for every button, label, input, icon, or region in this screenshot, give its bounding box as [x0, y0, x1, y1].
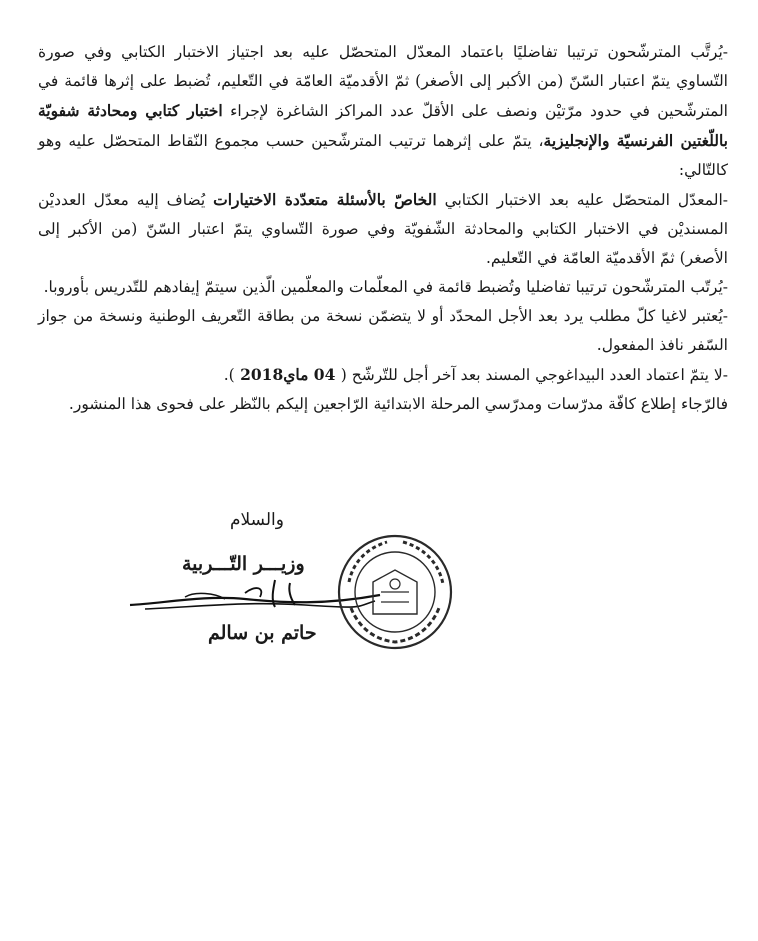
official-seal-icon [335, 532, 455, 652]
paragraph-text: يُضاف إليه معدّل العدديْن المسنديْن في الاختبار الكتابي والمحادثة الشّفويّة وفي صورة التّساوي يتمّ اعتبار السّنّ (من الأكبر إلى الأصغر) ثمّ الأقدميّة العامّة في التّعليم. [38, 191, 728, 267]
paragraph-average-score [38, 185, 728, 273]
paragraph-bold-text: اختبار كتابي ومحادثة شفويّة باللّغتين الفرنسيّة والإنجليزية [38, 101, 728, 150]
paragraph-circulate [38, 390, 728, 419]
closing-salutation: والسلام [230, 510, 284, 530]
signatory-name: حاتم بن سالم [208, 622, 317, 644]
paragraph-text: -لا يتمّ اعتماد العدد البيداغوجي المسند بعد آخر أجل للتّرشّح ( [340, 366, 728, 384]
paragraph-text: ). [223, 366, 235, 384]
paragraph-text: -يُرتَّب المترشّحون ترتيبا تفاضليًا باعتماد المعدّل المتحصّل عليه بعد اجتياز الاختبار الكتابي وفي صورة التّساوي يتمّ اعتبار السّنّ (من الأكبر إلى الأصغر) ثمّ الأقدميّة العامّة في التّعليم، تُضبط على إثرها قائمة في المترشّحين في حدود مرّتيْن ونصف على الأقلّ عدد المراكز الشاغرة لإجراء [38, 43, 728, 120]
paragraph-text: -يُعتبر لاغيا كلّ مطلب يرد بعد الأجل المحدّد أو لا يتضمّن نسخة من بطاقة التّعريف الوطنية ونسخة من جواز السّفر نافذ المفعول. [38, 307, 728, 354]
paragraph-final-list [38, 273, 728, 302]
paragraph-deadline [38, 360, 728, 390]
paragraph-text: فالرّجاء إطلاع كافّة مدرّسات ومدرّسي المرحلة الابتدائية الرّاجعين إليكم بالنّظر على فحوى هذا المنشور. [68, 395, 728, 413]
paragraph-text: ، يتمّ على إثرهما ترتيب المترشّحين حسب مجموع النّقاط المتحصّل عليه وهو كالتّالي: [38, 132, 728, 179]
paragraph-bold-text: الخاصّ بالأسئلة متعدّدة الاختيارات [213, 190, 437, 209]
signatory-title: وزيـــر التّـــربية [182, 553, 305, 575]
paragraph-void-application [38, 302, 728, 360]
deadline-date: 04 ماي2018 [234, 365, 341, 384]
document-body [38, 38, 728, 419]
paragraph-ranking-written [38, 38, 728, 185]
paragraph-text: -يُرتّب المترشّحون ترتيبا تفاضليا وتُضبط قائمة في المعلّمات والمعلّمين الّذين سيتمّ إيفادهم للتّدريس بأوروبا. [43, 278, 728, 296]
paragraph-text: -المعدّل المتحصّل عليه بعد الاختبار الكتابي [436, 191, 729, 209]
